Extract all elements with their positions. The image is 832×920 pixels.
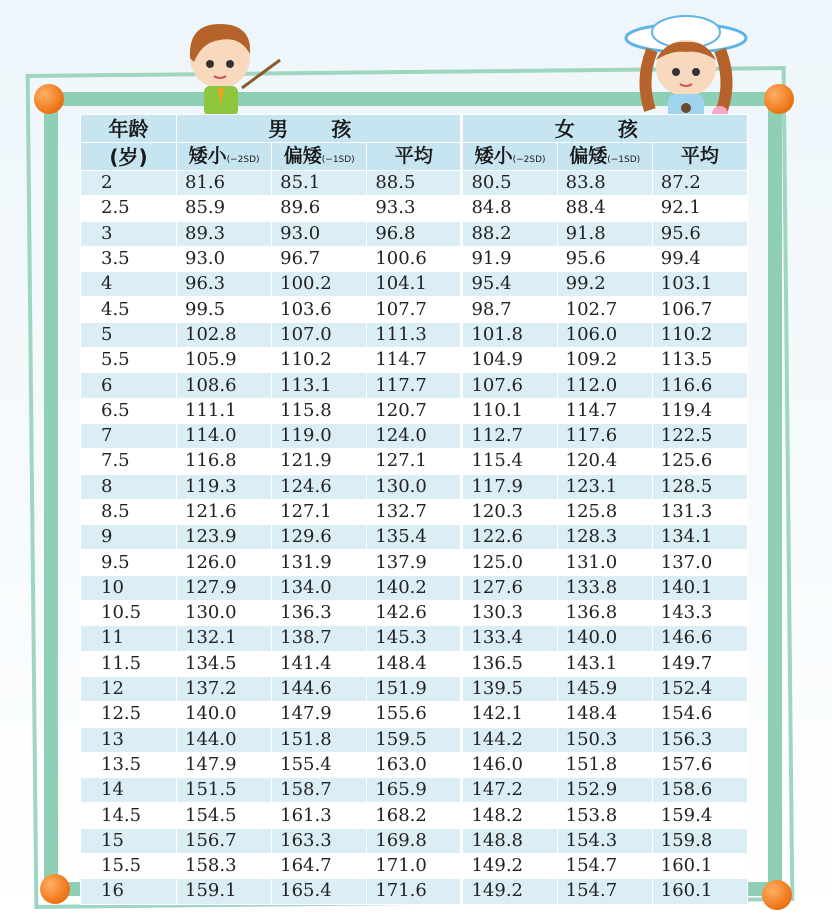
- boys-short-cell: 134.5: [177, 651, 272, 676]
- table-row: [81, 423, 748, 448]
- age-cell: 11.5: [81, 651, 177, 676]
- boys-below-cell: 119.0: [272, 423, 367, 448]
- age-cell: 14: [81, 778, 177, 803]
- age-cell: 7.5: [81, 449, 177, 474]
- boys-short-header: 矮小(−2SD): [177, 143, 272, 171]
- table-row: [81, 373, 748, 398]
- boys-below-cell: 100.2: [272, 272, 367, 297]
- table-row: [81, 828, 748, 853]
- girls-short-cell: 148.8: [462, 828, 557, 853]
- corner-dot-bottom-right: [762, 880, 792, 910]
- table-row: [81, 626, 748, 651]
- boys-below-cell: 141.4: [272, 651, 367, 676]
- table-row: [81, 196, 748, 221]
- girls-below-cell: 120.4: [557, 449, 652, 474]
- boys-average-cell: 104.1: [367, 272, 462, 297]
- table-row: [81, 550, 748, 575]
- girls-below-cell: 114.7: [557, 398, 652, 423]
- boys-average-cell: 163.0: [367, 752, 462, 777]
- table-row: [81, 676, 748, 701]
- age-cell: 3.5: [81, 246, 177, 271]
- boys-average-cell: 171.0: [367, 854, 462, 879]
- age-cell: 5: [81, 322, 177, 347]
- boys-average-cell: 132.7: [367, 499, 462, 524]
- boys-short-cell: 123.9: [177, 525, 272, 550]
- girls-below-cell: 99.2: [557, 272, 652, 297]
- girls-below-cell: 128.3: [557, 525, 652, 550]
- boys-average-cell: 130.0: [367, 474, 462, 499]
- boys-short-cell: 85.9: [177, 196, 272, 221]
- girls-below-header: 偏矮(−1SD): [557, 143, 652, 171]
- girls-short-cell: 84.8: [462, 196, 557, 221]
- girls-average-cell: 140.1: [652, 575, 747, 600]
- girls-average-cell: 116.6: [652, 373, 747, 398]
- girls-short-cell: 144.2: [462, 727, 557, 752]
- height-reference-table: [80, 114, 748, 905]
- girls-below-cell: 154.7: [557, 879, 652, 904]
- girls-below-cell: 112.0: [557, 373, 652, 398]
- boys-below-cell: 85.1: [272, 171, 367, 196]
- girls-short-header: 矮小(−2SD): [462, 143, 557, 171]
- girls-average-cell: 159.4: [652, 803, 747, 828]
- age-cell: 10.5: [81, 601, 177, 626]
- girls-average-cell: 156.3: [652, 727, 747, 752]
- age-header: 年龄: [81, 115, 177, 143]
- girls-below-cell: 125.8: [557, 499, 652, 524]
- age-cell: 7: [81, 423, 177, 448]
- boys-below-cell: 89.6: [272, 196, 367, 221]
- boys-short-cell: 126.0: [177, 550, 272, 575]
- boys-short-cell: 102.8: [177, 322, 272, 347]
- age-cell: 9.5: [81, 550, 177, 575]
- girls-below-cell: 88.4: [557, 196, 652, 221]
- girls-short-cell: 110.1: [462, 398, 557, 423]
- age-cell: 10: [81, 575, 177, 600]
- age-cell: 12.5: [81, 702, 177, 727]
- boys-average-cell: 135.4: [367, 525, 462, 550]
- girls-average-cell: 158.6: [652, 778, 747, 803]
- age-cell: 9: [81, 525, 177, 550]
- boys-average-header: 平均: [367, 143, 462, 171]
- table-row: [81, 702, 748, 727]
- boys-average-cell: 145.3: [367, 626, 462, 651]
- girls-below-cell: 152.9: [557, 778, 652, 803]
- boys-header: 男 孩: [177, 115, 462, 143]
- boys-average-cell: 165.9: [367, 778, 462, 803]
- girls-below-cell: 117.6: [557, 423, 652, 448]
- girls-short-cell: 136.5: [462, 651, 557, 676]
- boys-short-cell: 111.1: [177, 398, 272, 423]
- table-row: [81, 474, 748, 499]
- girls-below-cell: 140.0: [557, 626, 652, 651]
- boys-short-cell: 140.0: [177, 702, 272, 727]
- girls-below-cell: 151.8: [557, 752, 652, 777]
- girls-short-cell: 101.8: [462, 322, 557, 347]
- girls-short-cell: 80.5: [462, 171, 557, 196]
- age-cell: 4.5: [81, 297, 177, 322]
- boys-below-cell: 144.6: [272, 676, 367, 701]
- girls-average-cell: 157.6: [652, 752, 747, 777]
- boys-average-cell: 117.7: [367, 373, 462, 398]
- girls-average-cell: 152.4: [652, 676, 747, 701]
- boys-short-cell: 137.2: [177, 676, 272, 701]
- girls-short-cell: 133.4: [462, 626, 557, 651]
- girls-average-cell: 106.7: [652, 297, 747, 322]
- boys-average-cell: 127.1: [367, 449, 462, 474]
- table-row: [81, 449, 748, 474]
- girls-below-cell: 106.0: [557, 322, 652, 347]
- age-cell: 6.5: [81, 398, 177, 423]
- boys-short-cell: 81.6: [177, 171, 272, 196]
- girls-average-cell: 128.5: [652, 474, 747, 499]
- girls-average-cell: 122.5: [652, 423, 747, 448]
- table-row: [81, 803, 748, 828]
- table-row: [81, 297, 748, 322]
- table-row: [81, 752, 748, 777]
- girls-average-cell: 113.5: [652, 348, 747, 373]
- boys-short-cell: 158.3: [177, 854, 272, 879]
- boys-below-cell: 113.1: [272, 373, 367, 398]
- girls-average-cell: 119.4: [652, 398, 747, 423]
- girls-below-cell: 143.1: [557, 651, 652, 676]
- girls-average-cell: 110.2: [652, 322, 747, 347]
- corner-dot-top-left: [34, 84, 64, 114]
- age-cell: 5.5: [81, 348, 177, 373]
- girls-below-cell: 91.8: [557, 221, 652, 246]
- girls-average-cell: 92.1: [652, 196, 747, 221]
- boys-average-cell: 171.6: [367, 879, 462, 904]
- boys-short-cell: 116.8: [177, 449, 272, 474]
- boys-average-cell: 124.0: [367, 423, 462, 448]
- boys-average-cell: 151.9: [367, 676, 462, 701]
- boys-average-cell: 142.6: [367, 601, 462, 626]
- girls-average-cell: 143.3: [652, 601, 747, 626]
- boys-below-cell: 136.3: [272, 601, 367, 626]
- boys-average-cell: 168.2: [367, 803, 462, 828]
- boys-short-cell: 130.0: [177, 601, 272, 626]
- girls-short-cell: 104.9: [462, 348, 557, 373]
- age-cell: 13: [81, 727, 177, 752]
- girls-short-cell: 107.6: [462, 373, 557, 398]
- girls-short-cell: 120.3: [462, 499, 557, 524]
- boys-average-cell: 148.4: [367, 651, 462, 676]
- girls-short-cell: 130.3: [462, 601, 557, 626]
- age-cell: 3: [81, 221, 177, 246]
- girls-below-cell: 123.1: [557, 474, 652, 499]
- girls-header: 女 孩: [462, 115, 748, 143]
- boys-below-cell: 110.2: [272, 348, 367, 373]
- girls-average-cell: 154.6: [652, 702, 747, 727]
- table-row: [81, 575, 748, 600]
- table-row: [81, 272, 748, 297]
- girls-average-cell: 134.1: [652, 525, 747, 550]
- boys-average-cell: 137.9: [367, 550, 462, 575]
- age-cell: 12: [81, 676, 177, 701]
- boys-average-cell: 96.8: [367, 221, 462, 246]
- boys-average-cell: 100.6: [367, 246, 462, 271]
- table-row: [81, 221, 748, 246]
- girls-average-cell: 137.0: [652, 550, 747, 575]
- boys-short-cell: 114.0: [177, 423, 272, 448]
- boys-below-cell: 103.6: [272, 297, 367, 322]
- girls-below-cell: 153.8: [557, 803, 652, 828]
- boys-below-cell: 129.6: [272, 525, 367, 550]
- boys-average-cell: 140.2: [367, 575, 462, 600]
- girls-short-cell: 115.4: [462, 449, 557, 474]
- boys-short-cell: 154.5: [177, 803, 272, 828]
- boys-average-cell: 159.5: [367, 727, 462, 752]
- girls-average-cell: 146.6: [652, 626, 747, 651]
- boys-short-cell: 99.5: [177, 297, 272, 322]
- boys-short-cell: 147.9: [177, 752, 272, 777]
- boys-below-cell: 96.7: [272, 246, 367, 271]
- boys-below-cell: 158.7: [272, 778, 367, 803]
- age-cell: 11: [81, 626, 177, 651]
- boys-below-cell: 164.7: [272, 854, 367, 879]
- girls-below-cell: 148.4: [557, 702, 652, 727]
- table-row: [81, 601, 748, 626]
- girls-average-cell: 87.2: [652, 171, 747, 196]
- age-unit-header: (岁): [81, 143, 177, 171]
- boys-below-cell: 147.9: [272, 702, 367, 727]
- boys-short-cell: 119.3: [177, 474, 272, 499]
- girls-below-cell: 131.0: [557, 550, 652, 575]
- boys-short-cell: 93.0: [177, 246, 272, 271]
- table-row: [81, 525, 748, 550]
- girls-average-cell: 159.8: [652, 828, 747, 853]
- age-cell: 14.5: [81, 803, 177, 828]
- table-row: [81, 499, 748, 524]
- girls-average-cell: 103.1: [652, 272, 747, 297]
- boys-average-cell: 107.7: [367, 297, 462, 322]
- girls-short-cell: 148.2: [462, 803, 557, 828]
- boys-short-cell: 156.7: [177, 828, 272, 853]
- boys-short-cell: 127.9: [177, 575, 272, 600]
- table-row: [81, 398, 748, 423]
- boys-below-cell: 155.4: [272, 752, 367, 777]
- girls-average-cell: 131.3: [652, 499, 747, 524]
- girls-short-cell: 146.0: [462, 752, 557, 777]
- corner-dot-bottom-left: [40, 874, 70, 904]
- age-cell: 8: [81, 474, 177, 499]
- boys-below-cell: 131.9: [272, 550, 367, 575]
- girls-short-cell: 95.4: [462, 272, 557, 297]
- girls-short-cell: 147.2: [462, 778, 557, 803]
- boys-short-cell: 105.9: [177, 348, 272, 373]
- boys-average-cell: 88.5: [367, 171, 462, 196]
- boys-below-cell: 138.7: [272, 626, 367, 651]
- age-cell: 2: [81, 171, 177, 196]
- boys-short-cell: 121.6: [177, 499, 272, 524]
- girls-short-cell: 149.2: [462, 879, 557, 904]
- girls-below-cell: 154.3: [557, 828, 652, 853]
- age-cell: 16: [81, 879, 177, 904]
- boys-average-cell: 114.7: [367, 348, 462, 373]
- boys-average-cell: 111.3: [367, 322, 462, 347]
- table-row: [81, 322, 748, 347]
- girls-short-cell: 112.7: [462, 423, 557, 448]
- table-row: [81, 171, 748, 196]
- boys-below-cell: 134.0: [272, 575, 367, 600]
- boys-short-cell: 96.3: [177, 272, 272, 297]
- boys-short-cell: 151.5: [177, 778, 272, 803]
- age-cell: 4: [81, 272, 177, 297]
- girls-below-cell: 154.7: [557, 854, 652, 879]
- boys-below-cell: 93.0: [272, 221, 367, 246]
- boys-average-cell: 155.6: [367, 702, 462, 727]
- girls-short-cell: 149.2: [462, 854, 557, 879]
- girls-below-cell: 145.9: [557, 676, 652, 701]
- boys-short-cell: 89.3: [177, 221, 272, 246]
- girls-short-cell: 91.9: [462, 246, 557, 271]
- table-row: [81, 854, 748, 879]
- boys-below-cell: 127.1: [272, 499, 367, 524]
- boys-below-cell: 165.4: [272, 879, 367, 904]
- boys-average-cell: 120.7: [367, 398, 462, 423]
- table-row: [81, 727, 748, 752]
- girls-below-cell: 136.8: [557, 601, 652, 626]
- age-cell: 8.5: [81, 499, 177, 524]
- boys-short-cell: 132.1: [177, 626, 272, 651]
- boys-below-cell: 163.3: [272, 828, 367, 853]
- girls-short-cell: 88.2: [462, 221, 557, 246]
- girls-short-cell: 142.1: [462, 702, 557, 727]
- boys-short-cell: 159.1: [177, 879, 272, 904]
- girls-below-cell: 102.7: [557, 297, 652, 322]
- boys-below-cell: 115.8: [272, 398, 367, 423]
- boys-short-cell: 108.6: [177, 373, 272, 398]
- girls-below-cell: 109.2: [557, 348, 652, 373]
- table-row: [81, 246, 748, 271]
- table-body: [81, 171, 748, 905]
- girls-average-cell: 160.1: [652, 854, 747, 879]
- boys-below-header: 偏矮(−1SD): [272, 143, 367, 171]
- corner-dot-top-right: [764, 84, 794, 114]
- girls-average-cell: 125.6: [652, 449, 747, 474]
- girls-below-cell: 95.6: [557, 246, 652, 271]
- girls-below-cell: 150.3: [557, 727, 652, 752]
- table-row: [81, 348, 748, 373]
- table-row: [81, 651, 748, 676]
- boys-below-cell: 121.9: [272, 449, 367, 474]
- age-cell: 6: [81, 373, 177, 398]
- girls-below-cell: 133.8: [557, 575, 652, 600]
- girls-short-cell: 122.6: [462, 525, 557, 550]
- girls-short-cell: 127.6: [462, 575, 557, 600]
- boys-below-cell: 124.6: [272, 474, 367, 499]
- age-cell: 15: [81, 828, 177, 853]
- girls-average-header: 平均: [652, 143, 747, 171]
- girls-average-cell: 95.6: [652, 221, 747, 246]
- age-cell: 15.5: [81, 854, 177, 879]
- girls-short-cell: 98.7: [462, 297, 557, 322]
- girls-below-cell: 83.8: [557, 171, 652, 196]
- table-row: [81, 879, 748, 904]
- girls-short-cell: 117.9: [462, 474, 557, 499]
- boys-average-cell: 169.8: [367, 828, 462, 853]
- table-row: [81, 778, 748, 803]
- girls-average-cell: 160.1: [652, 879, 747, 904]
- girls-average-cell: 149.7: [652, 651, 747, 676]
- boys-below-cell: 151.8: [272, 727, 367, 752]
- age-cell: 13.5: [81, 752, 177, 777]
- girls-short-cell: 125.0: [462, 550, 557, 575]
- boys-short-cell: 144.0: [177, 727, 272, 752]
- girls-short-cell: 139.5: [462, 676, 557, 701]
- boys-average-cell: 93.3: [367, 196, 462, 221]
- boys-below-cell: 107.0: [272, 322, 367, 347]
- girls-average-cell: 99.4: [652, 246, 747, 271]
- age-cell: 2.5: [81, 196, 177, 221]
- boys-below-cell: 161.3: [272, 803, 367, 828]
